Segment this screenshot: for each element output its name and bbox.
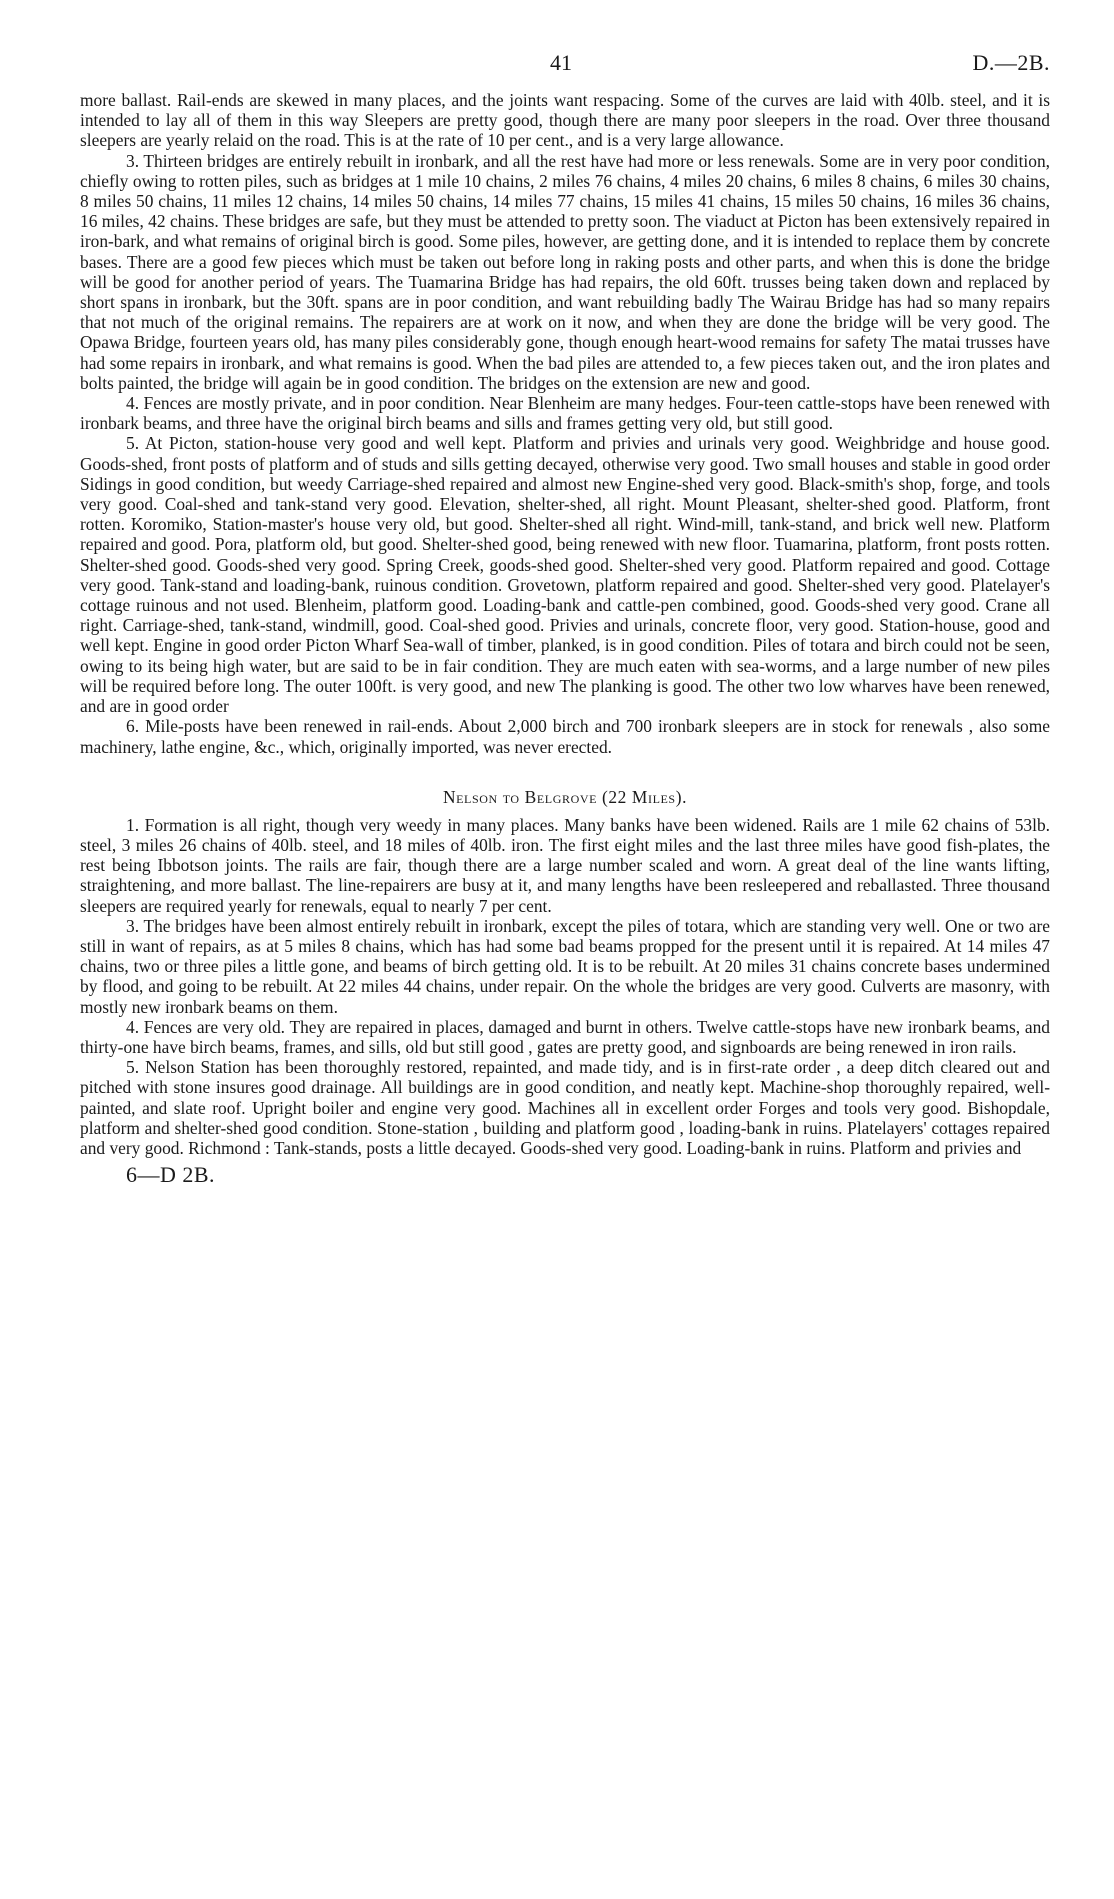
- paragraph-formation: 1. Formation is all right, though very weedy in many places. Many banks have been widened. Rails are 1 mile 62 chains of 53lb. steel, 3 miles 26 chains of 40lb. steel, and 18 miles of 40lb. iron. The first eight miles and the last three miles have good fish-plates, the rest being Ibbotson joints. The rails are fair, though there are a large number scaled and worn. A great deal of the line wants lifting, straightening, and more ballast. The line-repairers are busy at it, and many lengths have been resleepered and reballasted. Three thousand sleepers are required yearly for renewals, equal to nearly 7 per cent.: [80, 814, 1050, 916]
- document-page: [80, 50, 1050, 1188]
- section-picton-blenheim: [80, 90, 1050, 757]
- section-heading-nelson-belgrove: Nelson to Belgrove (22 Miles).: [442, 786, 688, 807]
- paragraph-bridges: 3. The bridges have been almost entirely rebuilt in ironbark, except the piles of totara, which are standing very well. One or two are still in want of repairs, as at 5 miles 8 chains, which has had some bad beams propped for the present until it is repaired. At 14 miles 47 chains, two or three piles a little gone, and beams of birch getting old. It is to be rebuilt. At 20 miles 31 chains concrete bases undermined by flood, and going to be rebuilt. At 22 miles 44 chains, under repair. On the whole the bridges are very good. Culverts are masonry, with mostly new ironbark beams on them.: [80, 915, 1050, 1017]
- paragraph-bridges: 3. Thirteen bridges are entirely rebuilt in ironbark, and all the rest have had more or less renewals. Some are in very poor condition, chiefly owing to rotten piles, such as bridges at 1 mile 10 chains, 2 miles 76 chains, 4 miles 20 chains, 6 miles 8 chains, 6 miles 30 chains, 8 miles 50 chains, 11 miles 12 chains, 14 miles 50 chains, 14 miles 77 chains, 15 miles 41 chains, 15 miles 50 chains, 16 miles 36 chains, 16 miles, 42 chains. These bridges are safe, but they must be attended to pretty soon. The viaduct at Picton has been extensively repaired in iron-bark, and what remains of original birch is good. Some piles, however, are getting done, and it is intended to replace them by concrete bases. There are a good few pieces which must be taken out before long in raking posts and other parts, and when this is done the bridge will be good for another period of years. The Tuamarina Bridge has had repairs, the old 60ft. trusses being taken down and replaced by short spans in ironbark, but the 30ft. spans are in poor condition, and want rebuilding badly The Wairau Bridge has had so many repairs that not much of the original remains. The repairers are at work on it now, and when they are done the bridge will be very good. The Opawa Bridge, fourteen years old, has many piles considerably gone, though enough heart-wood remains for safety The matai trusses have had some repairs in ironbark, and what remains is good. When the bad piles are attended to, a few pieces taken out, and the iron plates and bolts painted, the bridge will again be in good condition. The bridges on the extension are new and good.: [80, 150, 1050, 393]
- signature-mark: 6—D 2B.: [126, 1162, 216, 1188]
- paragraph-mile-posts: 6. Mile-posts have been renewed in rail-ends. About 2,000 birch and 700 ironbark sleepers are in stock for renewals , also some machinery, lathe engine, &c., which, originally imported, was never erected.: [80, 716, 1050, 757]
- page-header: [80, 50, 1050, 90]
- page-number: 41: [550, 50, 572, 75]
- paragraph-ballast: more ballast. Rail-ends are skewed in many places, and the joints want respacing. Some of the curves are laid with 40lb. steel, and it is intended to lay all of them in this way Sleepers are pretty good, though there are many poor sleepers in the road. Over three thousand sleepers are yearly relaid on the road. This is at the rate of 10 per cent., and is a very large allowance.: [80, 90, 1050, 151]
- section-nelson-belgrove: [80, 815, 1050, 1158]
- paragraph-stations: 5. At Picton, station-house very good and well kept. Platform and privies and urinals very good. Weighbridge and house good. Goods-shed, front posts of platform and of studs and sills getting decayed, otherwise very good. Two small houses and stable in good order Sidings in good condition, but weedy Carriage-shed repaired and almost new Engine-shed very good. Black-smith's shop, forge, and tools very good. Coal-shed and tank-stand very good. Elevation, shelter-shed, all right. Mount Pleasant, shelter-shed good. Platform, front rotten. Koromiko, Station-master's house very old, but good. Shelter-shed all right. Wind-mill, tank-stand, and brick well new. Platform repaired and good. Pora, platform old, but good. Shelter-shed good, being renewed with new floor. Tuamarina, platform, front posts rotten. Shelter-shed good. Goods-shed very good. Spring Creek, goods-shed good. Shelter-shed very good. Platform repaired and good. Cottage very good. Tank-stand and loading-bank, ruinous condition. Grovetown, platform repaired and good. Shelter-shed very good. Platelayer's cottage ruinous and not used. Blenheim, platform good. Loading-bank and cattle-pen combined, good. Goods-shed very good. Crane all right. Carriage-shed, tank-stand, windmill, good. Coal-shed good. Privies and urinals, concrete floor, very good. Station-house, good and well kept. Engine in good order Picton Wharf Sea-wall of timber, planked, is in good condition. Piles of totara and birch could not be seen, owing to its being high water, but are said to be in fair condition. They are much eaten with sea-worms, and a large number of new piles will be required before long. The outer 100ft. is very good, and new The planking is good. The other two low wharves have been renewed, and are in good order: [80, 433, 1050, 717]
- document-reference: D.—2B.: [972, 50, 1050, 75]
- paragraph-stations: 5. Nelson Station has been thoroughly restored, repainted, and made tidy, and is in first-rate order , a deep ditch cleared out and pitched with stone insures good drainage. All buildings are in good condition, and neatly kept. Machine-shop thoroughly repaired, well-painted, and slate roof. Upright boiler and engine very good. Machines all in excellent order Forges and tools very good. Bishopdale, platform and shelter-shed good condition. Stone-station , building and platform good , loading-bank in ruins. Platelayers' cottages repaired and very good. Richmond : Tank-stands, posts a little decayed. Goods-shed very good. Loading-bank in ruins. Platform and privies and: [80, 1057, 1050, 1158]
- paragraph-fences: 4. Fences are very old. They are repaired in places, damaged and burnt in others. Twelve cattle-stops have new ironbark beams, and thirty-one have birch beams, frames, and sills, old but still good , gates are pretty good, and signboards are being renewed in iron rails.: [80, 1016, 1050, 1057]
- paragraph-fences: 4. Fences are mostly private, and in poor condition. Near Blenheim are many hedges. Four-teen cattle-stops have been renewed with ironbark beams, and three have the original birch beams and sills and frames getting very old, but still good.: [80, 393, 1050, 434]
